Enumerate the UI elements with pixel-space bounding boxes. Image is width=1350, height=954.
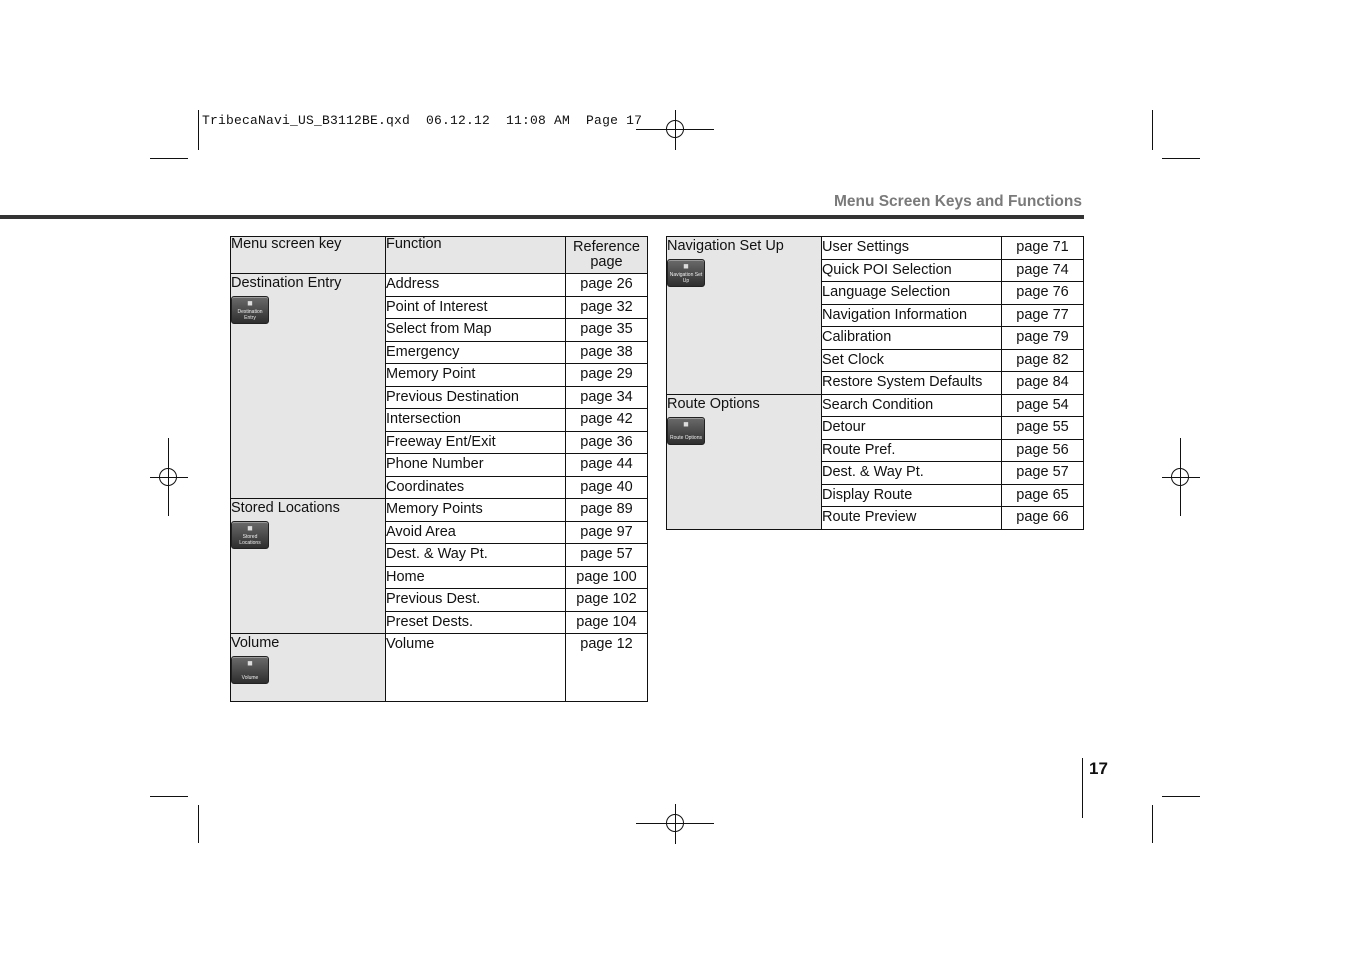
menu-key-name: Stored Locations [231,500,340,516]
function-cell: Preset Dests. [386,611,566,634]
function-cell: Detour [822,417,1002,440]
function-cell: Avoid Area [386,521,566,544]
menu-key-name: Volume [231,635,280,651]
menu-key-cell [231,274,386,499]
reference-page-cell: page 55 [1002,417,1084,440]
function-cell: Calibration [822,327,1002,350]
stored-locations-icon [231,521,269,549]
menu-key-name: Navigation Set Up [667,238,784,254]
crop-mark [198,110,199,150]
reference-page-cell: page 36 [566,431,648,454]
function-cell: Coordinates [386,476,566,499]
function-cell: Language Selection [822,282,1002,305]
menu-key-cell [231,634,386,702]
reference-page-cell: page 76 [1002,282,1084,305]
function-cell: Set Clock [822,349,1002,372]
function-cell: Home [386,566,566,589]
reference-page-cell: page 57 [566,544,648,567]
reference-page-cell: page 82 [1002,349,1084,372]
function-cell: Select from Map [386,319,566,342]
reference-page-cell: page 12 [566,634,648,702]
function-cell: Address [386,274,566,297]
navigation-setup-icon [667,259,705,287]
button-caption: Route Options [670,435,702,441]
button-glyph-icon: ■ [247,523,253,533]
crop-mark [150,796,188,797]
button-caption: Stored Locations [239,534,261,546]
crop-mark [198,805,199,843]
reference-page-cell: page 102 [566,589,648,612]
function-cell: Restore System Defaults [822,372,1002,395]
function-cell: Previous Dest. [386,589,566,612]
menu-key-cell [231,499,386,634]
menu-keys-table-left [230,236,648,702]
table-row [231,274,648,297]
table-row [667,394,1084,417]
table-row [231,634,648,702]
button-glyph-icon: ■ [683,261,689,271]
menu-key-name: Route Options [667,395,760,412]
reference-page-cell: page 40 [566,476,648,499]
function-cell: Display Route [822,484,1002,507]
column-header-key: Menu screen key [231,237,386,274]
table-header-row [231,237,648,274]
reference-page-cell: page 89 [566,499,648,522]
button-glyph-icon: ■ [247,298,253,308]
reference-page-cell: page 42 [566,409,648,432]
function-cell: Volume [386,634,566,702]
reference-page-cell: page 26 [566,274,648,297]
table-row [231,499,648,522]
reference-page-cell: page 77 [1002,304,1084,327]
reference-page-cell: page 54 [1002,394,1084,417]
reference-page-cell: page 29 [566,364,648,387]
column-header-function: Function [386,237,566,274]
crop-mark [1162,158,1200,159]
reference-page-cell: page 66 [1002,507,1084,530]
reference-page-cell: page 65 [1002,484,1084,507]
reference-page-cell: page 71 [1002,237,1084,260]
function-cell: Route Pref. [822,439,1002,462]
function-cell: User Settings [822,237,1002,260]
reference-page-cell: page 100 [566,566,648,589]
function-cell: Navigation Information [822,304,1002,327]
function-cell: Freeway Ent/Exit [386,431,566,454]
reference-page-cell: page 34 [566,386,648,409]
function-cell: Quick POI Selection [822,259,1002,282]
function-cell: Route Preview [822,507,1002,530]
reference-page-cell: page 84 [1002,372,1084,395]
function-cell: Phone Number [386,454,566,477]
menu-key-cell [667,237,822,395]
button-caption: Destination Entry [237,309,263,321]
destination-entry-icon [231,296,269,324]
reference-page-cell: page 97 [566,521,648,544]
menu-key-cell [667,394,822,529]
function-cell: Point of Interest [386,296,566,319]
volume-icon [231,656,269,684]
reference-page-cell: page 44 [566,454,648,477]
reference-page-cell: page 74 [1002,259,1084,282]
reference-page-cell: page 35 [566,319,648,342]
function-cell: Intersection [386,409,566,432]
menu-keys-table-right [666,236,1084,530]
crop-mark [1152,110,1153,150]
function-cell: Dest. & Way Pt. [386,544,566,567]
button-glyph-icon: ■ [247,658,253,668]
reference-page-cell: page 56 [1002,439,1084,462]
button-caption: Volume [241,674,259,681]
function-cell: Emergency [386,341,566,364]
function-cell: Dest. & Way Pt. [822,462,1002,485]
page-number: 17 [1089,759,1108,778]
function-cell: Search Condition [822,394,1002,417]
header-rule [0,215,1084,219]
reference-page-cell: page 32 [566,296,648,319]
button-glyph-icon: ■ [683,418,689,429]
reference-page-cell: page 79 [1002,327,1084,350]
reference-page-cell: page 104 [566,611,648,634]
menu-key-name: Destination Entry [231,275,342,291]
column-header-reference: Reference page [566,237,648,274]
reference-page-cell: page 57 [1002,462,1084,485]
page-number-rule [1082,758,1083,818]
crop-mark [150,158,188,159]
print-slug: TribecaNavi_US_B3112BE.qxd 06.12.12 11:08 AM Page 17 [202,113,643,128]
function-cell: Memory Point [386,364,566,387]
button-caption: Navigation Set Up [669,272,703,284]
function-cell: Previous Destination [386,386,566,409]
crop-mark [1162,796,1200,797]
function-cell: Memory Points [386,499,566,522]
reference-page-cell: page 38 [566,341,648,364]
table-row [667,237,1084,260]
section-title: Menu Screen Keys and Functions [833,193,1082,210]
route-options-icon [667,417,705,445]
crop-mark [1152,805,1153,843]
